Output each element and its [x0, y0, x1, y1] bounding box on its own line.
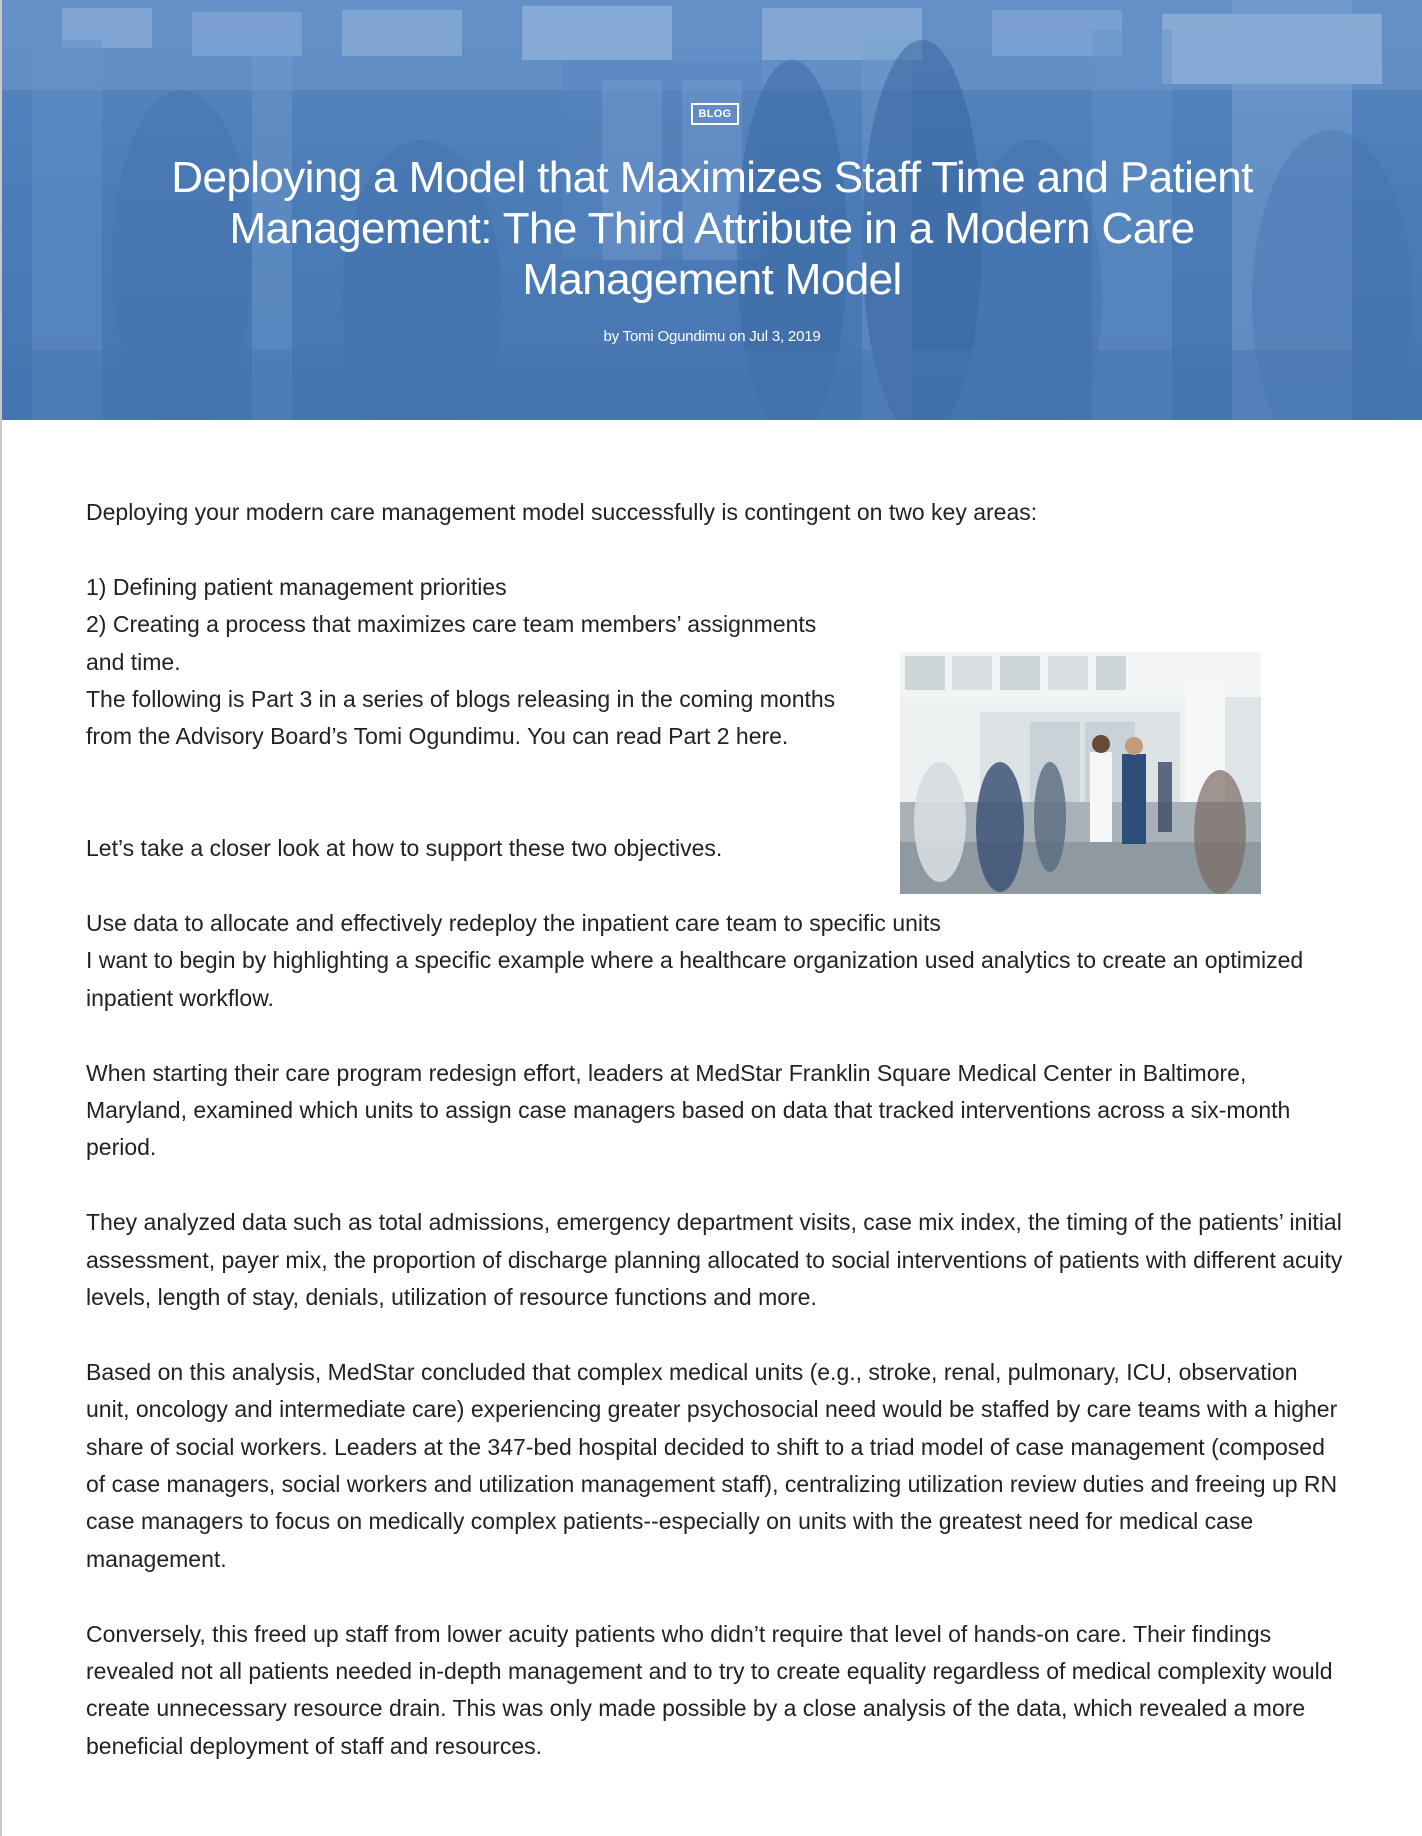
intro-with-image	[86, 569, 1346, 793]
section-subheading: Use data to allocate and effectively redeploy the inpatient care team to specific units	[86, 909, 941, 936]
intro-list-text	[86, 569, 846, 756]
page-title: Deploying a Model that Maximizes Staff Time and Patient Management: The Third Attribute in a Modern Care Management Model	[171, 153, 1253, 304]
category-badge[interactable]: BLOG	[691, 103, 739, 125]
closer-look-paragraph: Let’s take a closer look at how to support these two objectives.	[86, 835, 723, 862]
article-body	[86, 494, 1346, 1803]
hero-banner	[2, 0, 1422, 420]
intro-paragraph: Deploying your modern care management model successfully is contingent on two key areas:	[86, 499, 1038, 525]
hospital-corridor-photo-icon	[900, 652, 1261, 894]
list-item: 2) Creating a process that maximizes care team members’ assignments and time.	[86, 611, 817, 675]
list-item: 1) Defining patient management priorities	[86, 573, 507, 600]
hospital-corridor-image	[900, 652, 1261, 894]
author-byline: by Tomi Ogundimu on Jul 3, 2019	[603, 328, 821, 345]
conclusion-paragraph: Based on this analysis, MedStar concluded that complex medical units (e.g., stroke, renal, pulmonary, ICU, observation unit, oncology and intermediate care) experiencing greater psychosocial need would be staffed by care teams with a higher share of social workers. Leaders at the 347-bed hospital decided to shift to a triad model of case management (composed of case managers, social workers and utilization management staff), centralizing utilization review duties and freeing up RN case managers to focus on medically complex patients--especially on units with the greatest need for medical case management.	[86, 1358, 1338, 1572]
analysis-paragraph: They analyzed data such as total admissions, emergency department visits, case mix index, the timing of the patients’ initial assessment, payer mix, the proportion of discharge planning allocated to social interventions of patients with different acuity levels, length of stay, denials, utilization of resource functions and more.	[86, 1209, 1343, 1311]
medstar-paragraph: When starting their care program redesign effort, leaders at MedStar Franklin Square Medical Center in Baltimore, Maryland, examined which units to assign case managers based on data that tracked interventions across a six-month period.	[86, 1059, 1291, 1161]
conversely-paragraph: Conversely, this freed up staff from lower acuity patients who didn’t require that level of hands-on care. Their findings revealed not all patients needed in-depth management and to try to create equality regardless of medical complexity would create unnecessary resource drain. This was only made possible by a close analysis of the data, which revealed a more beneficial deployment of staff and resources.	[86, 1620, 1333, 1759]
example-paragraph: I want to begin by highlighting a specific example where a healthcare organization used analytics to create an optimized inpatient workflow.	[86, 947, 1304, 1011]
series-note: The following is Part 3 in a series of blogs releasing in the coming months from the Advisory Board’s Tomi Ogundimu. You can read Part 2 here.	[86, 686, 836, 750]
